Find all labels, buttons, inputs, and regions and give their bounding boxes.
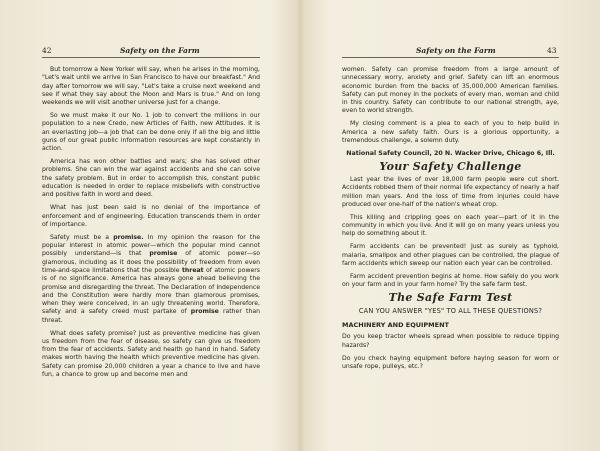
header-rule: [342, 57, 559, 58]
section-heading: MACHINERY AND EQUIPMENT: [342, 320, 449, 329]
running-head: Safety on the Farm: [416, 46, 496, 55]
paragraph: Last year the lives of over 18,000 farm people were cut short. Accidents robbed them of their normal life expectancy of nearly a half million man years. And the loss of time from injuries could have produced over one-half of the nation's wheat crop.: [342, 176, 559, 208]
paragraph: Farm accidents can be prevented! Just as surely as typhoid, malaria, smallpox and other plagues can be controlled, the plague of farm accidents which sweep our nation each year can be controlled.: [342, 243, 559, 267]
paragraph: My closing comment is a plea to each of you to help build in America a new safety faith. Ours is a glorious opportunity, a tremendous challenge, a solemn duty.: [342, 120, 559, 144]
test-title: The Safe Farm Test: [388, 290, 513, 304]
page-number: 42: [42, 46, 52, 55]
test-question: CAN YOU ANSWER "YES" TO ALL THESE QUESTIONS?: [358, 307, 543, 316]
paragraph: What has just been said is no denial of the importance of enforcement and of engineering. Education transcends them in order of importance.: [42, 204, 260, 228]
running-head: Safety on the Farm: [120, 46, 200, 55]
paragraph: Farm accident prevention begins at home. How safely do you work on your farm and in your farm home? Try the safe farm test.: [342, 272, 559, 289]
right-body-text: [342, 66, 559, 376]
promise-paragraph: Safety must be a promise. In my opinion the reason for the popular interest in atomic power—which the popular mind cannot possibly understand—is that promise of atomic power—so glamorous, including as it does the possibility of freedom from even time-and-space limitations that the possible threat of atomic powers is of no significance. America has always gone ahead believing the promise and disregarding the threat. The Declaration of Independence and the Constitution were hardly more than glamorous promises, when they were conceived, in an ugly threatening world. Therefore, safety and a safety creed must partake of promise rather than threat.: [42, 233, 261, 324]
right-page: [300, 0, 600, 451]
paragraph: So we must make it our No. 1 job to convert the millions in our population to a new Credo, new Articles of Faith, new Attitudes. It is an everlasting job—a job that can be done only if all the big and little guns of our great public information resources are kept constantly in action.: [42, 112, 260, 153]
paragraph: What does safety promise? Just as preventive medicine has given us freedom from the fear of disease, so safety can give us freedom from the fear of accidents. Safety and health go hand in hand. Safety makes worth having the health which preventive medicine has given. Safety can promise 20,000 children a year a chance to live and have fun, a chance to grow up and become men and: [42, 329, 260, 379]
question-item: Do you keep tractor wheels spread when possible to reduce tipping hazards?: [342, 333, 559, 349]
left-body-text: [42, 66, 260, 384]
paragraph: This killing and crippling goes on each year—part of it in the community in which you live. And it will go on many years unless you help do something about it.: [342, 213, 559, 238]
signature: National Safety Council, 20 N. Wacker Drive, Chicago 6, Ill.: [346, 149, 555, 157]
paragraph: women. Safety can promise freedom from a large amount of unnecessary worry, anxiety and grief. Safety can lift an enormous economic burden from the backs of 35,000,000 American families. Safety can put money in the pockets of every man, woman and child in this country. Safety can contribute to our national strength, aye, even to world strength.: [342, 66, 559, 115]
header-rule: [42, 57, 260, 58]
page-number: 43: [547, 46, 557, 55]
paragraph: America has won other battles and wars; she has solved other problems. She can win the war against accidents and she can solve the safety problem. But in order to accomplish this, constant public education is needed in order to replace misbeliefs with constructive and positive faith in word and deed.: [42, 158, 260, 199]
question-item: Do you check haying equipment before haying season for worn or unsafe rope, pulleys, etc.?: [342, 354, 559, 370]
challenge-title: Your Safety Challenge: [379, 159, 522, 173]
paragraph: But tomorrow a New Yorker will say, when he arises in the morning, "Let's wait until we arrive in San Francisco to have our breakfast." And day after tomorrow we will say, "Let's take a cruise next weekend and see if what they say about the Moon and Mars is true." And on long weekends we will visit another universe just for a change.: [42, 66, 260, 107]
